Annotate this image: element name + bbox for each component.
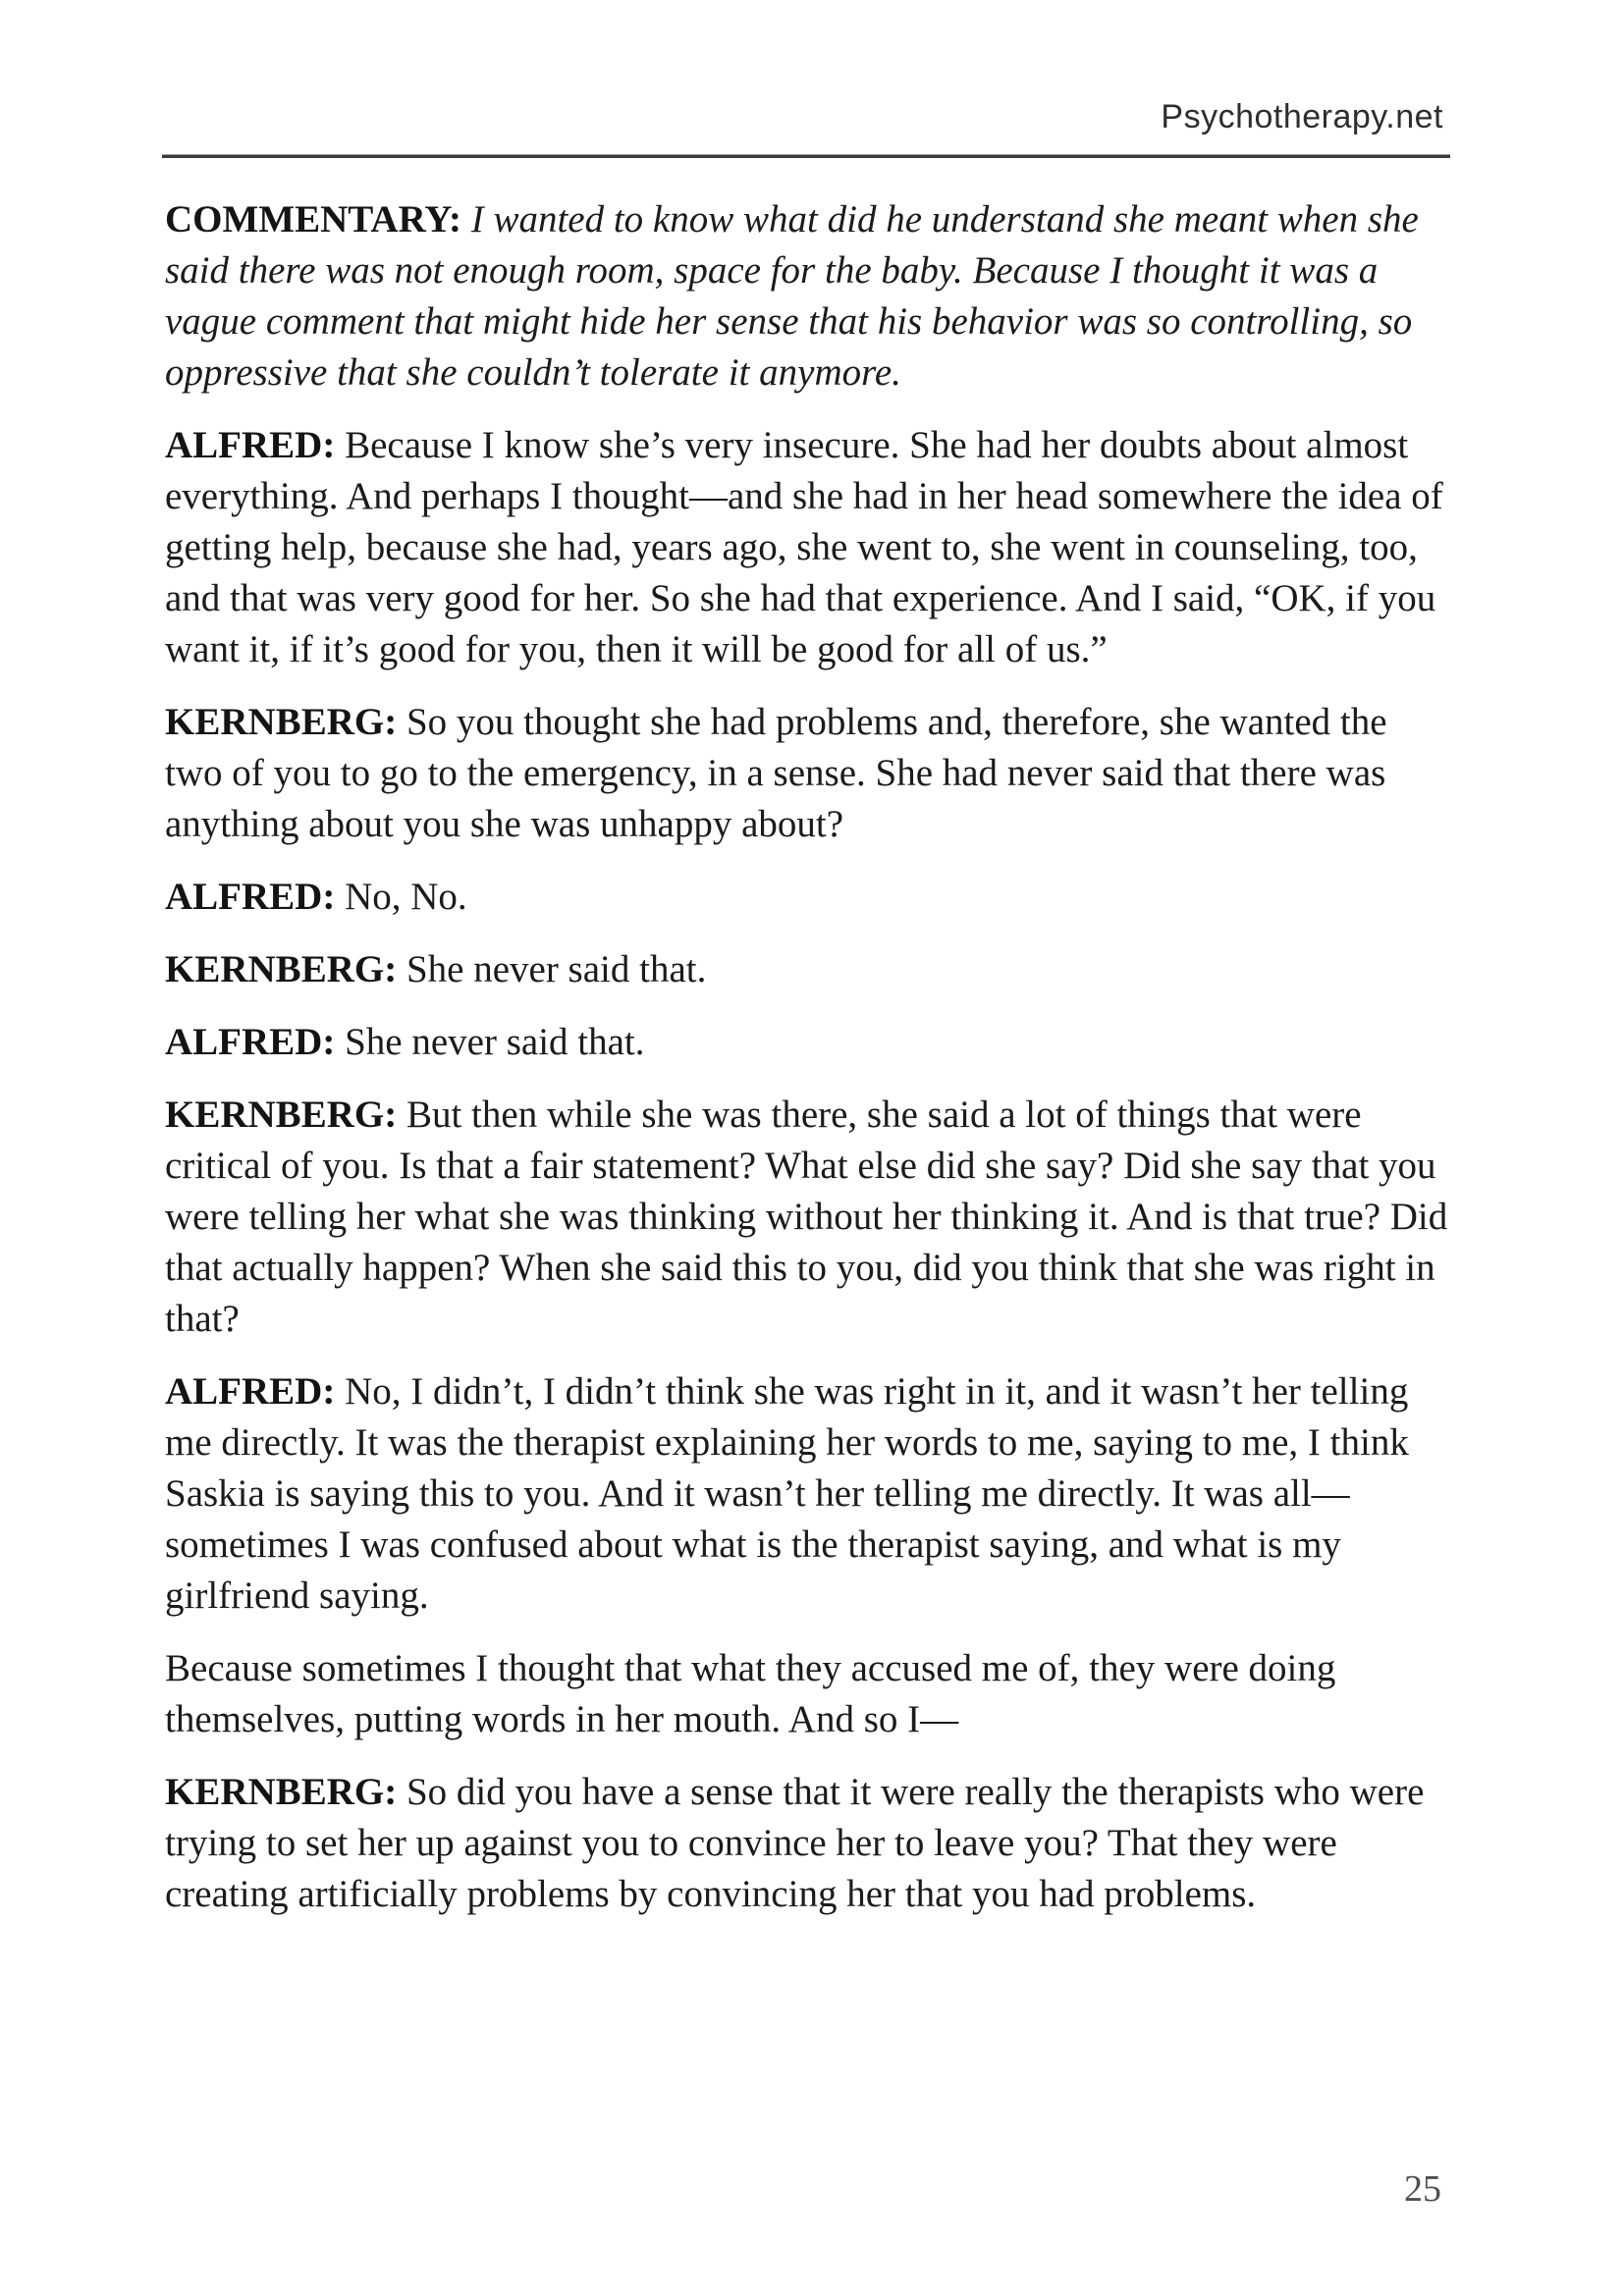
transcript-paragraph [165, 944, 1453, 995]
speaker-label: ALFRED: [165, 424, 336, 466]
speaker-label: COMMENTARY: [165, 198, 461, 240]
transcript-paragraph [165, 872, 1453, 923]
speaker-label: KERNBERG: [165, 1094, 398, 1136]
speech-text: So did you have a sense that it were really the therapists who were trying to set her up against you to convince her to leave you? That they were creating artificially problems by convincing her that you had problems. [165, 1771, 1425, 1915]
transcript-paragraph [165, 1767, 1453, 1920]
header-site-name: Psychotherapy.net [1161, 98, 1443, 135]
speaker-label: KERNBERG: [165, 1771, 398, 1813]
speech-text: But then while she was there, she said a lot of things that were critical of you. Is that a fair statement? What else did she say? Did she say that you were telling her what she was thinking without her thinking it. And is that true? Did that actually happen? When she said this to you, did you think that she was right in that? [165, 1094, 1448, 1340]
speech-text: Because sometimes I thought that what they accused me of, they were doing themselves, putting words in her mouth. And so I— [165, 1647, 1336, 1740]
header-rule [162, 154, 1450, 158]
speaker-label: ALFRED: [165, 1021, 336, 1063]
speech-text: Because I know she’s very insecure. She had her doubts about almost everything. And perhaps I thought—and she had in her head somewhere the idea of getting help, because she had, years ago, she went to, she went in counseling, too, and that was very good for her. So she had that experience. And I said, “OK, if you want it, if it’s good for you, then it will be good for all of us.” [165, 424, 1443, 670]
speech-text: She never said that. [406, 948, 707, 990]
transcript-paragraph [165, 1366, 1453, 1622]
transcript-paragraph [165, 1643, 1453, 1745]
transcript-body [165, 194, 1453, 1942]
speaker-label: ALFRED: [165, 876, 336, 918]
speaker-label: ALFRED: [165, 1370, 336, 1413]
page-number: 25 [1404, 2168, 1441, 2210]
speech-text: She never said that. [345, 1021, 645, 1063]
speech-text: I wanted to know what did he understand she meant when she said there was not enough room, space for the baby. Because I thought it was a vague comment that might hide her sense that his behavior was so controlling, so oppressive that she couldn’t tolerate it anymore. [165, 198, 1419, 394]
speech-text: No, I didn’t, I didn’t think she was right in it, and it wasn’t her telling me directly. It was the therapist explaining her words to me, saying to me, I think Saskia is saying this to you. And it wasn’t her telling me directly. It was all—sometimes I was confused about what is the therapist saying, and what is my girlfriend saying. [165, 1370, 1409, 1617]
speech-text: No, No. [345, 876, 467, 918]
speaker-label: KERNBERG: [165, 701, 398, 743]
transcript-paragraph [165, 697, 1453, 850]
speech-text: So you thought she had problems and, therefore, she wanted the two of you to go to the emergency, in a sense. She had never said that there was anything about you she was unhappy about? [165, 701, 1387, 845]
transcript-paragraph [165, 420, 1453, 675]
transcript-paragraph [165, 194, 1453, 399]
speaker-label: KERNBERG: [165, 948, 398, 990]
transcript-paragraph [165, 1090, 1453, 1345]
transcript-paragraph [165, 1017, 1453, 1068]
